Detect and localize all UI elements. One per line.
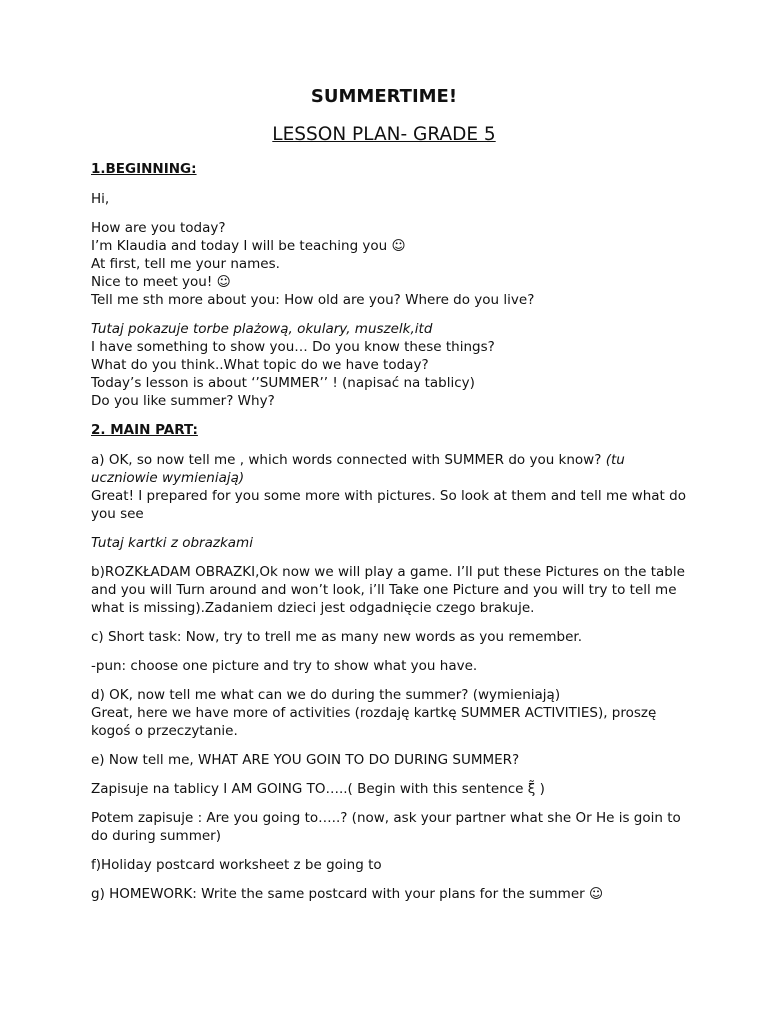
props-line: What do you think..What topic do we have today? [91,357,429,373]
props-line: Do you like summer? Why? [91,393,275,409]
document-body [91,160,686,914]
main-part-heading: 2. MAIN PART: [91,422,198,438]
intro-line: I’m Klaudia and today I will be teaching you ☺ [91,238,406,254]
task-c-text: c) Short task: Now, try to trell me as many new words as you remember. [91,629,582,645]
cards-note: Tutaj kartki z obrazkami [91,535,253,551]
task-f-text: f)Holiday postcard worksheet z be going to [91,857,382,873]
intro-line: Nice to meet you! ☺ [91,274,231,290]
task-d-line: d) OK, now tell me what can we do during the summer? (wymieniają) [91,687,561,703]
document-subtitle: LESSON PLAN- GRADE 5 [272,124,496,145]
ask-text: Potem zapisuje : Are you going to…..? (now, ask your partner what she Or He is goin to do during summer) [91,810,681,844]
task-e-text: e) Now tell me, WHAT ARE YOU GOIN TO DO DURING SUMMER? [91,752,520,768]
homework-text: g) HOMEWORK: Write the same postcard with your plans for the summer ☺ [91,886,604,902]
intro-paragraph [91,219,686,309]
document-title: SUMMERTIME! [310,86,458,107]
task-a-paragraph [91,451,686,523]
task-a-note: (tu uczniowie wymieniają) [91,452,625,486]
props-line: Today’s lesson is about ‘’SUMMER’’ ! (napisać na tablicy) [91,375,475,391]
intro-line: How are you today? [91,220,226,236]
pun-text: -pun: choose one picture and try to show what you have. [91,658,478,674]
props-line: I have something to show you… Do you know these things? [91,339,495,355]
intro-line: At first, tell me your names. [91,256,280,272]
greeting: Hi, [91,191,110,207]
task-b-text: b)ROZKŁADAM OBRAZKI,Ok now we will play a game. I’ll put these Pictures on the table and you will Turn around and won’t look, i’ll Take one Picture and you will try to tell me what is missing).Zadaniem dzieci jest odgadnięcie czego brakuje. [91,564,685,616]
beginning-heading: 1.BEGINNING: [91,161,197,177]
task-a-text: a) OK, so now tell me , which words connected with SUMMER do you know? [91,452,606,468]
props-paragraph [91,320,686,410]
task-d-line: Great, here we have more of activities (rozdaję kartkę SUMMER ACTIVITIES), proszę kogoś o przeczytanie. [91,705,657,739]
task-a-follow: Great! I prepared for you some more with pictures. So look at them and tell me what do you see [91,488,686,522]
props-note: Tutaj pokazuje torbe plażową, okulary, muszelk,itd [91,321,433,337]
board-text: Zapisuje na tablicy I AM GOING TO…..( Begin with this sentence ξ̃ ) [91,781,545,797]
task-d-paragraph [91,686,686,740]
intro-line: Tell me sth more about you: How old are you? Where do you live? [91,292,535,308]
